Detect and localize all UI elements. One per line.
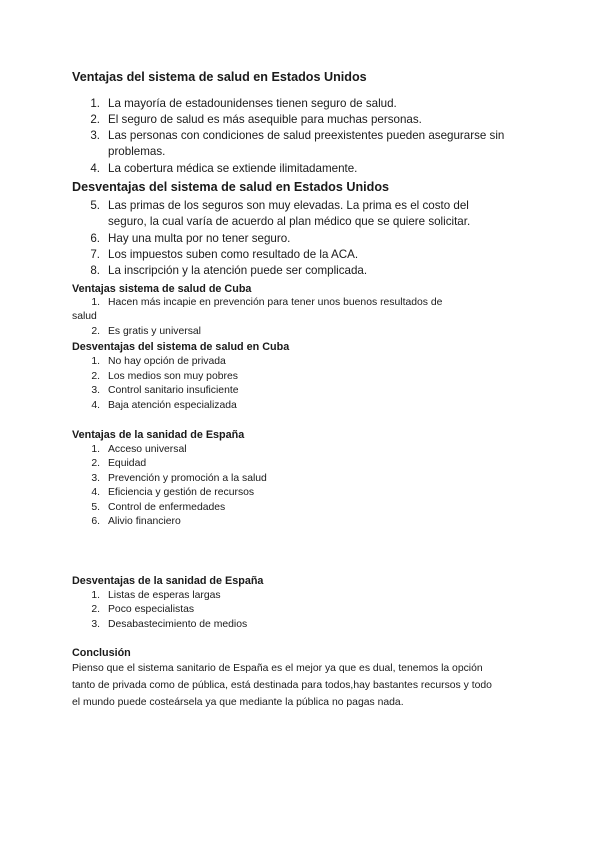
list-item: 1. Hacen más incapie en prevención para tener unos buenos resultados de bbox=[91, 297, 443, 308]
spain-cons-heading: Desventajas de la sanidad de España bbox=[72, 575, 264, 587]
list-item: 2. Equidad bbox=[91, 458, 147, 469]
list-item-continuation: problemas. bbox=[108, 145, 166, 158]
conclusion-line: Pienso que el sistema sanitario de España es el mejor ya que es dual, tenemos la opción bbox=[72, 663, 483, 674]
list-item-continuation: seguro, la cual varía de acuerdo al plan médico que se quiere solicitar. bbox=[108, 215, 471, 228]
list-item: 1. Listas de esperas largas bbox=[91, 590, 221, 601]
list-item: 3. Prevención y promoción a la salud bbox=[91, 473, 267, 484]
list-item: 3. Desabastecimiento de medios bbox=[91, 619, 248, 630]
list-item: 3. Las personas con condiciones de salud preexistentes pueden asegurarse sin bbox=[90, 129, 505, 142]
list-item: 5. Control de enfermedades bbox=[91, 502, 226, 513]
list-item: 3. Control sanitario insuficiente bbox=[91, 385, 239, 396]
list-item: 5. Las primas de los seguros son muy elevadas. La prima es el costo del bbox=[90, 199, 469, 212]
conclusion-line: el mundo puede costeársela ya que mediante la pública no pagas nada. bbox=[72, 697, 404, 708]
conclusion-paragraph bbox=[72, 660, 542, 711]
list-item: 1. La mayoría de estadounidenses tienen seguro de salud. bbox=[90, 97, 397, 110]
list-item: 4. La cobertura médica se extiende ilimitadamente. bbox=[90, 162, 358, 175]
list-item: 8. La inscripción y la atención puede ser complicada. bbox=[90, 264, 368, 277]
list-item: 2. Es gratis y universal bbox=[91, 326, 201, 337]
list-item: 1. No hay opción de privada bbox=[91, 356, 226, 367]
usa-pros-heading: Ventajas del sistema de salud en Estados Unidos bbox=[72, 70, 367, 84]
cuba-cons-heading: Desventajas del sistema de salud en Cuba bbox=[72, 341, 290, 353]
list-item: 1. Acceso universal bbox=[91, 444, 187, 455]
spain-pros-heading: Ventajas de la sanidad de España bbox=[72, 429, 245, 441]
list-item: 2. Los medios son muy pobres bbox=[91, 371, 238, 382]
list-item: 4. Baja atención especializada bbox=[91, 400, 237, 411]
usa-cons-heading: Desventajas del sistema de salud en Estados Unidos bbox=[72, 180, 390, 194]
list-item: 7. Los impuestos suben como resultado de la ACA. bbox=[90, 248, 359, 261]
conclusion-line: tanto de privada como de pública, está destinada para todos,hay bastantes recursos y todo bbox=[72, 680, 492, 691]
list-item: 6. Alivio financiero bbox=[91, 516, 181, 527]
cuba-pros-heading: Ventajas sistema de salud de Cuba bbox=[72, 283, 252, 295]
list-item: 6. Hay una multa por no tener seguro. bbox=[90, 232, 291, 245]
list-item-continuation: salud bbox=[72, 311, 97, 322]
conclusion-heading: Conclusión bbox=[72, 647, 131, 659]
list-item: 4. Eficiencia y gestión de recursos bbox=[91, 487, 255, 498]
list-item: 2. Poco especialistas bbox=[91, 604, 195, 615]
list-item: 2. El seguro de salud es más asequible para muchas personas. bbox=[90, 113, 422, 126]
